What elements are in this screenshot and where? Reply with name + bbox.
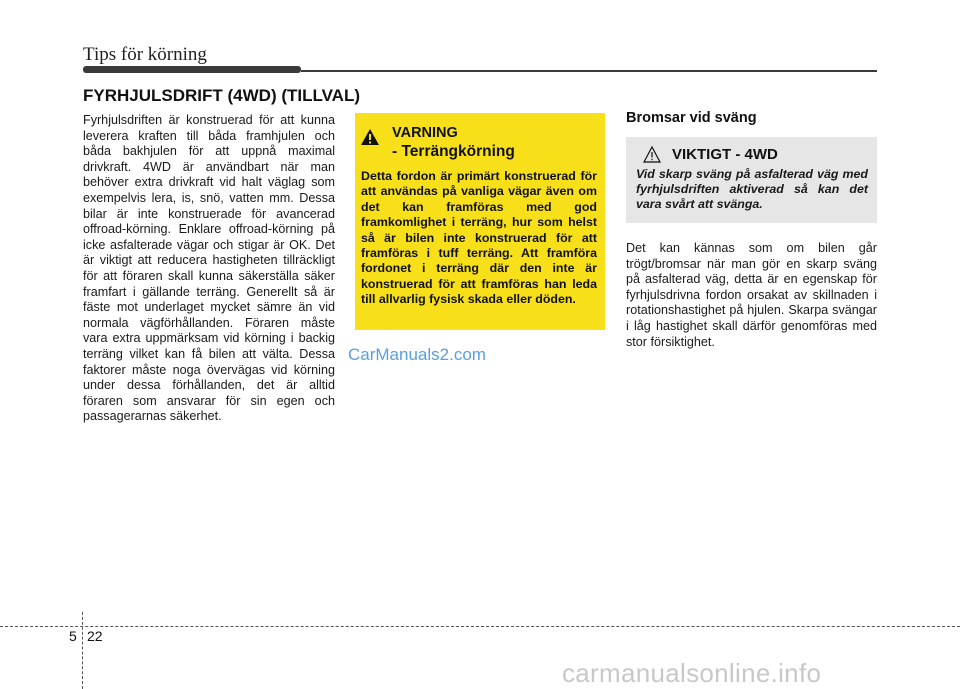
footer-divider bbox=[82, 612, 83, 689]
page-number: 22 bbox=[87, 628, 103, 644]
section-heading: FYRHJULSDRIFT (4WD) (TILLVAL) bbox=[83, 86, 360, 105]
header-title: Tips för körning bbox=[83, 44, 207, 65]
warning-title: VARNING bbox=[392, 125, 458, 141]
right-column-text: Det kan kännas som om bilen går trögt/bromsar när man gör en skarp sväng på asfalterad väg, detta är en egenskap för fyrhjulsdrivna fordon orsakat av skillnaden i rotationshastighet på hjulen. Skarpa svängar i låg hastighet skall därför genomföras med stor försiktighet. bbox=[626, 241, 877, 349]
caution-triangle-icon bbox=[643, 146, 661, 163]
chapter-number: 5 bbox=[69, 628, 77, 644]
footer-rule bbox=[0, 626, 960, 627]
warning-header bbox=[361, 123, 597, 169]
notice-title: VIKTIGT - 4WD bbox=[672, 146, 778, 163]
brakes-heading: Bromsar vid sväng bbox=[626, 110, 757, 126]
watermark-site: carmanualsonline.info bbox=[562, 658, 822, 688]
header-rule-thin bbox=[301, 70, 877, 72]
warning-triangle-icon bbox=[361, 129, 379, 145]
notice-box bbox=[626, 137, 877, 223]
notice-body: Vid skarp sväng på asfalterad väg med fyrhjulsdriften aktiverad så kan det vara svårt att svänga. bbox=[636, 167, 868, 212]
warning-box bbox=[355, 113, 605, 330]
warning-body: Detta fordon är primärt konstruerad för att användas på vanliga vägar även om det kan framföras med god framkomlighet i terräng, hur som helst så är bilen inte konstruerad för att framföras i tuff terräng. Att framföra fordonet i terräng där den inte är konstruerad för att framföras han leda till allvarlig fysisk skada eller döden. bbox=[361, 169, 597, 307]
warning-subtitle: - Terrängkörning bbox=[392, 143, 515, 160]
left-column-text: Fyrhjulsdriften är konstruerad för att kunna leverera kraften till båda framhjulen och båda bakhjulen för att uppnå maximal drivkraft. 4WD är användbart när man behöver extra drivkraft vid halt väglag som exempelvis lera, is, snö, vatten mm. Dessa bilar är inte konstruerade för avancerad offroad-körning. Enklare offroad-körning på icke asfalterade vägar och stigar är OK. Det är viktigt att reducera hastigheten tillräckligt för att föraren skall kunna säkerställa säker framfart i gällande terräng. Generellt så är fäste mot underlaget mycket sämre än vid normala vägförhållanden. Föraren måste vara extra uppmärksam vid körning i backig terräng vilket kan få bilen att välta. Dessa faktorer måste noga övervägas vid körning under dessa förhållanden, det är alltid föraren som ansvarar för sin egen och passagerarnas säkerhet. bbox=[83, 113, 335, 424]
watermark-carmanuals2: CarManuals2.com bbox=[348, 345, 486, 364]
header-rule-thick bbox=[83, 66, 301, 73]
